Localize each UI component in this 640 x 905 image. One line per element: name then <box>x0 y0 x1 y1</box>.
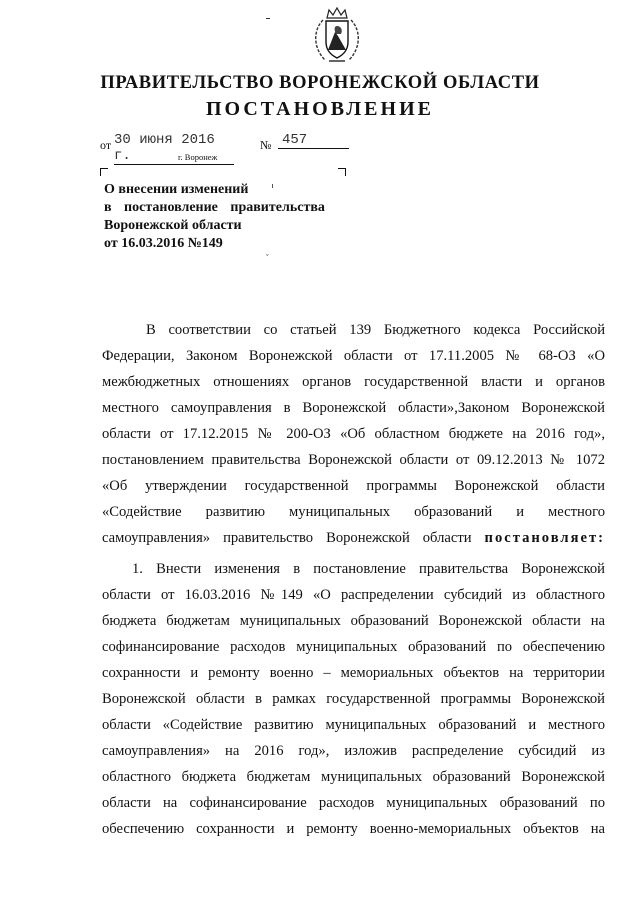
paragraph-line: областного бюджета бюджетам муниципальных образований Воронежской <box>102 769 605 785</box>
paragraph-line: самоуправления» на 2016 год», изложив распределение субсидий из <box>102 743 605 759</box>
resolution-word: постановляет: <box>484 530 605 546</box>
date-prefix: от <box>100 138 112 152</box>
small-mark: ˇ <box>266 253 269 262</box>
paragraph-line: обеспечению сохранности и ремонту военно-мемориальных объектов на <box>102 821 605 837</box>
paragraph-line: постановлением правительства Воронежской области от 09.12.2013 № 1072 <box>102 452 605 468</box>
paragraph-line: «Содействие развитию муниципальных образований и местного <box>102 504 605 520</box>
paragraph-line: Федерации, Законом Воронежской области от 17.11.2005 № 68-ОЗ «О <box>102 348 605 364</box>
paragraph-line: софинансирование расходов муниципальных образований по обеспечению <box>102 639 605 655</box>
number-prefix: № <box>260 138 272 152</box>
paragraph-line: бюджета бюджетам муниципальных образований Воронежской области на <box>102 613 605 629</box>
paragraph-line <box>102 525 605 551</box>
subject-bracket-left <box>100 168 108 176</box>
paragraph-line: области на софинансирование расходов муниципальных образований по <box>102 795 605 811</box>
preamble-paragraph <box>102 317 605 551</box>
paragraph-line: области «Содействие развитию муниципальных образований и местного <box>102 717 605 733</box>
city-label: г. Воронеж <box>178 152 218 162</box>
paragraph-line: 1. Внести изменения в постановление правительства Воронежской <box>132 561 605 577</box>
subject-bracket-right <box>338 168 346 176</box>
paragraph-line: области от 17.12.2015 № 200-ОЗ «Об областном бюджете на 2016 год», <box>102 426 605 442</box>
subject-line: от 16.03.2016 №149 <box>104 236 223 251</box>
scan-speck <box>266 18 270 19</box>
date-value: 30 июня 2016 г. <box>114 132 234 165</box>
paragraph-line: межбюджетных отношениях органов государственной власти и органов <box>102 374 605 390</box>
paragraph-line: «Об утверждении государственной программы Воронежской области <box>102 478 605 494</box>
subject-line: Воронежской области <box>104 218 242 233</box>
subject-block <box>104 181 342 253</box>
coat-of-arms-icon <box>311 6 363 66</box>
paragraph-line: В соответствии со статьей 139 Бюджетного кодекса Российской <box>146 322 605 338</box>
item-1-paragraph <box>102 556 605 842</box>
document-type: ПОСТАНОВЛЕНИЕ <box>206 98 434 120</box>
paragraph-line: местного самоуправления в Воронежской области»,Законом Воронежской <box>102 400 605 416</box>
paragraph-line: Воронежской области в рамках государственной программы Воронежской <box>102 691 605 707</box>
subject-line: О внесении изменений <box>104 182 249 197</box>
paragraph-line: области от 16.03.2016 №149 «О распределении субсидий из областного <box>102 587 605 603</box>
subject-line: в постановление правительства <box>104 200 325 215</box>
paragraph-line: сохранности и ремонту военно – мемориальных объектов на территории <box>102 665 605 681</box>
paragraph-text: самоуправления» правительство Воронежской области <box>102 530 472 546</box>
org-title: ПРАВИТЕЛЬСТВО ВОРОНЕЖСКОЙ ОБЛАСТИ <box>100 73 540 93</box>
number-value: 457 <box>278 132 349 149</box>
